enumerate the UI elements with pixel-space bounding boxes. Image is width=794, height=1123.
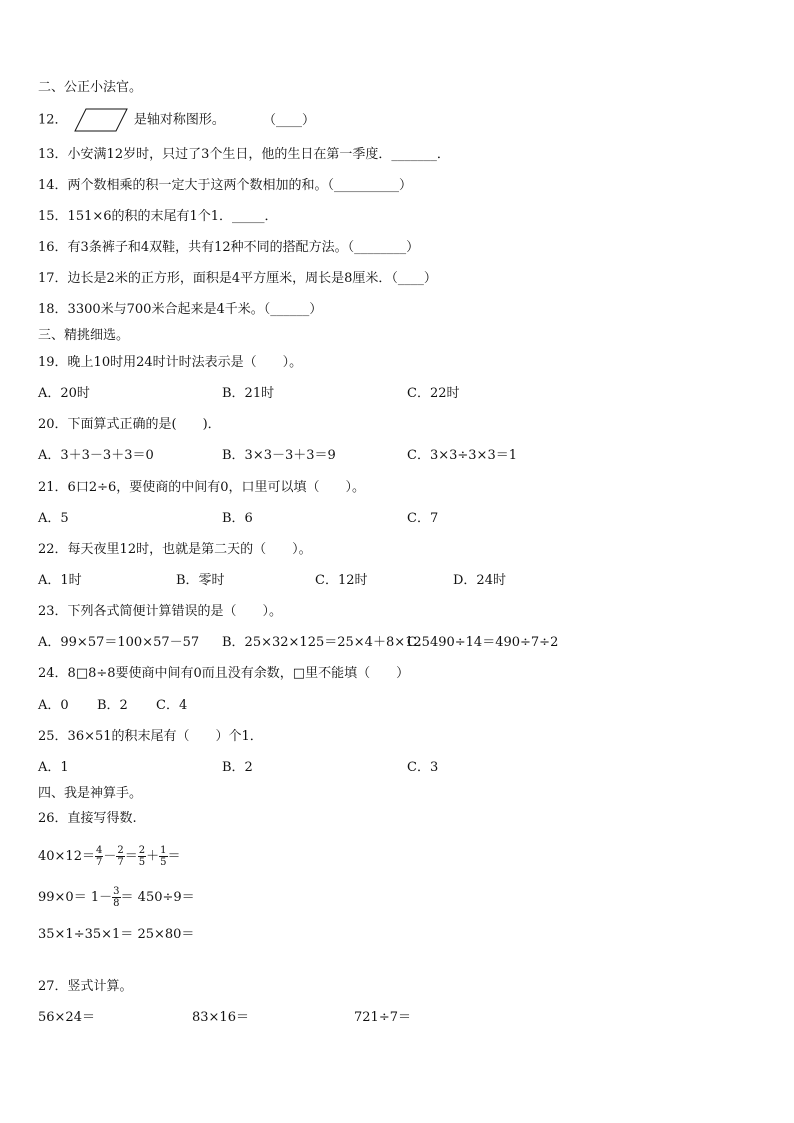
q22-option-c[interactable]: C．12时 <box>315 573 368 588</box>
q25-option-b[interactable]: B．2 <box>222 760 253 775</box>
calc-99x0: 99×0＝ <box>38 890 87 905</box>
q22-option-a[interactable]: A．1时 <box>38 573 82 588</box>
q23-option-b[interactable]: B．25×32×125＝25×4＋8×125 <box>222 635 430 650</box>
question-14: 14．两个数相乘的积一定大于这两个数相加的和。（__________） <box>38 178 413 193</box>
question-24: 24．8□8÷8要使商中间有0而且没有余数，□里不能填（ ） <box>38 666 410 681</box>
q23-option-c[interactable]: C．490÷14＝490÷7÷2 <box>407 635 559 650</box>
question-27: 27．竖式计算。 <box>38 979 133 994</box>
question-25: 25．36×51的积末尾有（ ）个1． <box>38 729 263 744</box>
calc-row-2 <box>38 886 195 909</box>
fraction-3-8: $\frac{3}{8}$ <box>113 886 120 909</box>
question-13: 13．小安满12岁时，只过了3个生日，他的生日在第一季度．_______． <box>38 147 450 162</box>
q19-option-a[interactable]: A．20时 <box>38 386 90 401</box>
calc-40x12: 40×12＝ <box>38 849 95 864</box>
question-16: 16．有3条裤子和4双鞋，共有12种不同的搭配方法。（________） <box>38 240 420 255</box>
fraction-2-7: $\frac{2}{7}$ <box>117 845 124 868</box>
q25-option-c[interactable]: C．3 <box>407 760 439 775</box>
fraction-1-5: $\frac{1}{5}$ <box>160 845 167 868</box>
calc-35x1div35x1: 35×1÷35×1＝ <box>38 927 134 942</box>
section-judge-title: 二、公正小法官。 <box>38 80 143 95</box>
calc-25x80: 25×80＝ <box>137 927 195 942</box>
calc-row-3 <box>38 926 194 944</box>
equals-sign: ＝ <box>120 890 134 905</box>
question-20: 20．下面算式正确的是( )． <box>38 417 221 432</box>
minus-sign: － <box>103 849 117 864</box>
q24-option-a[interactable]: A．0 <box>38 698 69 713</box>
equals-sign: ＝ <box>124 849 138 864</box>
question-12 <box>38 108 315 132</box>
question-19: 19．晚上10时用24时计时法表示是（ ）。 <box>38 355 303 370</box>
vertical-calc-83x16: 83×16＝ <box>192 1010 249 1025</box>
section-choice-title: 三、精挑细选。 <box>38 328 130 343</box>
q23-option-a[interactable]: A．99×57＝100×57－57 <box>38 635 200 650</box>
q21-option-b[interactable]: B．6 <box>222 511 253 526</box>
q22-option-d[interactable]: D．24时 <box>453 573 506 588</box>
q20-option-b[interactable]: B．3×3－3＋3＝9 <box>222 448 336 463</box>
vertical-calc-721div7: 721÷7＝ <box>354 1010 411 1025</box>
q12-text: 是轴对称图形。 <box>133 112 225 128</box>
q22-option-b[interactable]: B．零时 <box>176 573 225 588</box>
vertical-calc-56x24: 56×24＝ <box>38 1010 95 1025</box>
calc-row-1 <box>38 845 181 868</box>
equals-sign: ＝ <box>167 849 181 864</box>
question-26: 26．直接写得数. <box>38 811 137 826</box>
q24-option-c[interactable]: C．4 <box>156 698 188 713</box>
q20-option-c[interactable]: C．3×3÷3×3＝1 <box>407 448 517 463</box>
parallelogram-figure <box>74 108 128 132</box>
q20-option-a[interactable]: A．3＋3－3＋3＝0 <box>38 448 154 463</box>
plus-sign: ＋ <box>146 849 160 864</box>
calc-1-minus: 1－ <box>90 890 113 905</box>
question-17: 17．边长是2米的正方形，面积是4平方厘米，周长是8厘米．（____） <box>38 271 437 286</box>
q19-option-b[interactable]: B．21时 <box>222 386 275 401</box>
q12-number: 12． <box>38 112 68 128</box>
q12-blank[interactable]: （____） <box>262 112 315 128</box>
question-23: 23．下列各式简便计算错误的是（ ）。 <box>38 604 283 619</box>
question-18: 18．3300米与700米合起来是4千米。（______） <box>38 302 323 317</box>
q21-option-c[interactable]: C．7 <box>407 511 439 526</box>
question-15: 15．151×6的积的末尾有1个1．_____． <box>38 209 278 224</box>
q19-option-c[interactable]: C．22时 <box>407 386 460 401</box>
fraction-4-7: $\frac{4}{7}$ <box>95 845 103 868</box>
q21-option-a[interactable]: A．5 <box>38 511 69 526</box>
question-21: 21．6口2÷6，要使商的中间有0，口里可以填（ ）。 <box>38 480 366 495</box>
calc-450div9: 450÷9＝ <box>137 890 195 905</box>
q24-option-b[interactable]: B．2 <box>97 698 128 713</box>
section-calc-title: 四、我是神算手。 <box>38 786 143 801</box>
question-22: 22．每天夜里12时，也就是第二天的（ ）。 <box>38 542 312 557</box>
q25-option-a[interactable]: A．1 <box>38 760 69 775</box>
fraction-2-5: $\frac{2}{5}$ <box>138 845 146 868</box>
